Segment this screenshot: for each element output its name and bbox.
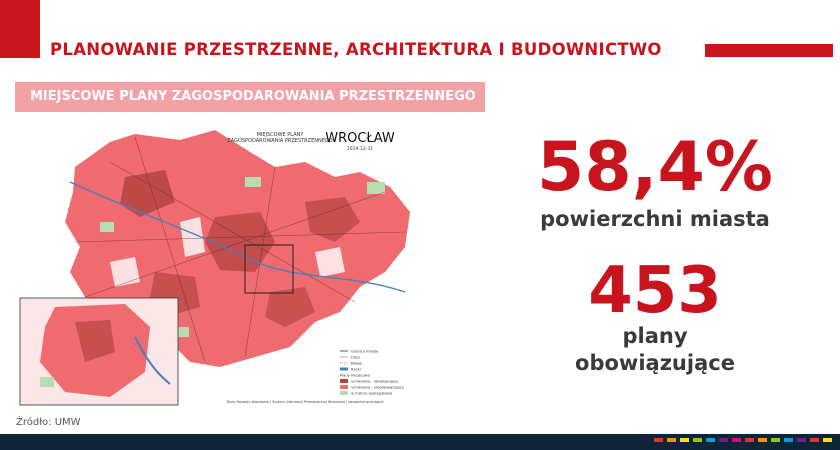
legend-item: Koleje [351, 361, 362, 366]
legend-item: w trakcie sporządzania [351, 391, 393, 396]
map-footer-note: Biuro Rozwoju Wrocławia | System Informacji Przestrzennej Wrocławia | geoportal.wroclaw.pl [226, 400, 384, 404]
legend-item: Rzeki [351, 367, 361, 372]
source-note: Źródło: UMW [16, 417, 81, 428]
map-unplanned-area [110, 257, 140, 287]
map-city-name: WROCŁAW [325, 131, 395, 146]
legend-item: uchwalone - nieobowiązujące [351, 385, 404, 390]
map-caption-line1: MIEJSCOWE PLANY [256, 132, 304, 138]
footer-color-dots [654, 438, 832, 442]
area-percent-label: powierzchni miasta [540, 207, 770, 231]
map-green-area [245, 177, 261, 187]
city-plan-map [15, 122, 435, 407]
area-percent-value: 58,4% [537, 128, 773, 207]
footer-bar [0, 434, 840, 450]
plans-count-label-line2: obowiązujące [575, 351, 735, 375]
map-unplanned-area [315, 247, 345, 277]
plans-count-label-line1: plany [622, 324, 688, 348]
legend-item: Granica miasta [351, 349, 379, 354]
legend-item: Ulice [351, 355, 360, 360]
map-date: 2019-12-31 [346, 147, 374, 152]
map-green-area [367, 182, 385, 194]
plans-count-value: 453 [588, 254, 722, 328]
map-caption-line2: ZAGOSPODAROWANIA PRZESTRZENNEGO [227, 138, 333, 144]
brand-corner-mark [0, 0, 40, 58]
section-subtitle: MIEJSCOWE PLANY ZAGOSPODAROWANIA PRZESTRZENNEGO [30, 89, 476, 104]
title-rule [705, 44, 833, 57]
legend-item: uchwalone - obowiązujące [351, 379, 399, 384]
legend-item: Plany miejscowe [340, 373, 370, 378]
page-title: PLANOWANIE PRZESTRZENNE, ARCHITEKTURA I BUDOWNICTWO [50, 40, 662, 59]
map-green-area [100, 222, 114, 232]
